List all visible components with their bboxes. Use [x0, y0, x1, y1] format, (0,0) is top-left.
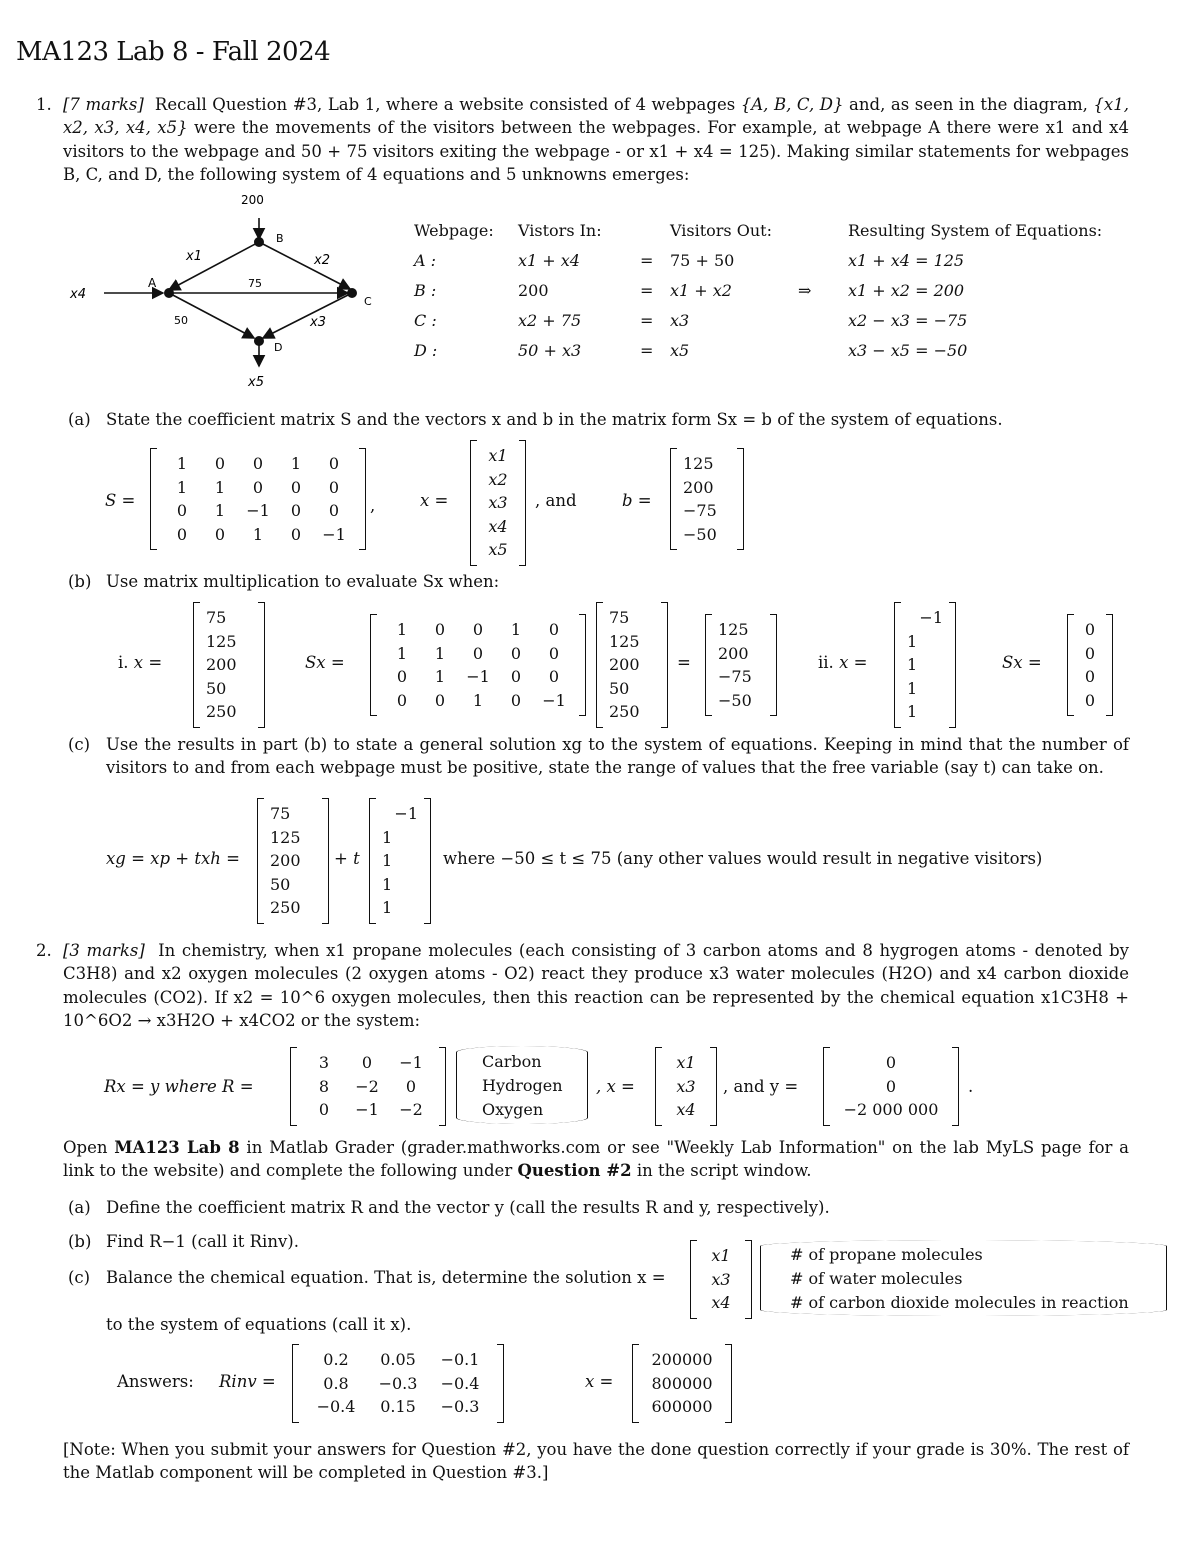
- node-a: [164, 288, 174, 298]
- q1c-text: Use the results in part (b) to state a general solution xg to the system of equations. Keeping in mind that the number of visitors to and from each webpage must be positive, state the range of values that the free variable (say t) can take on.: [106, 735, 1129, 778]
- node-label-d: D: [274, 341, 283, 354]
- particular-solution-vector: 75 125 200 50 250: [257, 798, 329, 924]
- node-label-b: B: [276, 232, 284, 245]
- q1b-label: (b): [68, 572, 92, 591]
- q1-intro-1: Recall Question #3, Lab 1, where a website consisted of 4 webpages: [154, 95, 736, 114]
- x-vector-label-q2: , x =: [596, 1077, 635, 1096]
- y-vector: 0 0 −2 000 000: [823, 1047, 959, 1126]
- edge-label-75: 75: [248, 277, 262, 290]
- q2a-text: Define the coefficient matrix R and the vector y (call the results R and y, respectively).: [106, 1198, 830, 1217]
- sx-label-i: Sx =: [305, 653, 345, 672]
- x-vector-i-multiplied: 75 125 200 50 250: [596, 602, 668, 728]
- website-network-diagram: [60, 190, 390, 390]
- q1b-text: Use matrix multiplication to evaluate Sx when:: [106, 572, 500, 591]
- x-vector: x1 x2 x3 x4 x5: [470, 440, 526, 566]
- s-matrix-label: S =: [105, 491, 136, 510]
- x-vector-q2c: x1 x3 x4: [690, 1240, 752, 1319]
- x-vector-q2: x1 x3 x4: [655, 1047, 717, 1126]
- q1-intro-set-1: {A, B, C, D}: [740, 95, 844, 114]
- col-resulting-system: Resulting System of Equations:: [848, 220, 1103, 240]
- y-vector-label: , and y =: [723, 1077, 799, 1096]
- node-c: [347, 288, 357, 298]
- q1-intro-2: and, as seen in the diagram,: [849, 95, 1088, 114]
- general-solution-lhs: xg = xp + txh =: [106, 849, 240, 868]
- comma: ,: [370, 496, 376, 515]
- homogeneous-solution-vector: −1 1 1 1 1: [369, 798, 431, 924]
- rinv-matrix: 0.2 0.05 −0.1 0.8 −0.3 −0.4 −0.4 0.15 −0.3: [292, 1344, 504, 1423]
- part-i-label: i. x =: [118, 653, 163, 672]
- rinv-label: Rinv =: [219, 1372, 276, 1391]
- s-matrix: [150, 448, 366, 550]
- edge-label-x3: x3: [310, 315, 326, 330]
- q1-intro-3: were the movements of the visitors between the webpages. For example, at webpage A there were x1 and x4 visitors to the webpage and 50 + 75 visitors exiting the webpage - or x1 + x4 = 125). Making similar statements for webpages B, C, and D, the following system of 4 equations and 5 unknowns emerges:: [63, 118, 1129, 185]
- q1a-label: (a): [68, 410, 91, 429]
- visitors-table: [414, 216, 1102, 366]
- q2-intro-text: In chemistry, when x1 propane molecules (each consisting of 3 carbon atoms and 8 hygrogen atoms - denoted by C3H8) and x2 oxygen molecules (2 oxygen atoms - O2) react they produce x3 water molecules (H2O) and x4 carbon dioxide molecules (CO2). If x2 = 10^6 oxygen molecules, then this reaction can be represented by the chemical equation x1C3H8 + 10^6O2 → x3H2O + x4CO2 or the system:: [63, 941, 1129, 1031]
- q2-marks: [3 marks]: [63, 941, 145, 960]
- equals-sign: =: [677, 653, 691, 672]
- period: .: [968, 1077, 974, 1096]
- part-ii-label: ii. x =: [818, 653, 868, 672]
- q1a-text: State the coefficient matrix S and the vectors x and b in the matrix form Sx = b of the system of equations.: [106, 410, 1003, 429]
- edge-label-50: 50: [174, 314, 188, 327]
- result-vector-ii: 0 0 0 0: [1067, 614, 1113, 716]
- node-d: [254, 336, 264, 346]
- question-1-number: 1.: [36, 95, 52, 114]
- table-row: B : 200 = x1 + x2 ⇒ x1 + x2 = 200: [414, 280, 965, 300]
- question-1-intro: [63, 93, 1129, 187]
- element-labels: Carbon Hydrogen Oxygen: [482, 1052, 563, 1119]
- q2c-text-2: to the system of equations (call it x).: [106, 1315, 412, 1334]
- q2b-label: (b): [68, 1232, 92, 1251]
- edge-label-x5: x5: [248, 375, 264, 390]
- col-webpage: Webpage:: [414, 220, 494, 240]
- visitors-table-header: [414, 216, 1102, 246]
- system-lhs: Rx = y where R =: [104, 1077, 254, 1096]
- s-matrix-b: 1 0 0 1 0 1 1 0 0 0 0 1 −1 0 0 0 0 1 0 −1: [370, 614, 586, 716]
- x-answer-vector: 200000 800000 600000: [632, 1344, 732, 1423]
- x-vector-ii: −1 1 1 1 1: [894, 602, 956, 728]
- matlab-instructions: Open MA123 Lab 8 in Matlab Grader (grader.mathworks.com or see "Weekly Lab Information" on the lab MyLS page for a link to the website) and complete the following under Question #2 in the script window.: [63, 1138, 1130, 1181]
- s-matrix-cells: 1 0 0 1 0 1 1 0 0 0 0 1 −1 0 0 0 0 1 0 −1: [176, 454, 346, 544]
- table-row: C : x2 + 75 = x3 x2 − x3 = −75: [414, 310, 968, 330]
- question-2-intro: [63, 939, 1129, 1033]
- plus-t: + t: [334, 849, 360, 868]
- x-vector-i: 75 125 200 50 250: [193, 602, 265, 728]
- table-row: D : 50 + x3 = x5 x3 − x5 = −50: [414, 340, 968, 360]
- edge-label-x1: x1: [186, 249, 202, 264]
- sx-label-ii: Sx =: [1002, 653, 1042, 672]
- q2c-label: (c): [68, 1268, 91, 1287]
- solution-descriptions: # of propane molecules # of water molecules # of carbon dioxide molecules in reaction: [790, 1245, 1129, 1312]
- edge-x3: [263, 293, 352, 338]
- page-title: MA123 Lab 8 - Fall 2024: [16, 37, 331, 67]
- r-matrix: 3 0 −1 8 −2 0 0 −1 −2: [290, 1047, 446, 1126]
- b-vector: 125 200 −75 −50: [670, 448, 744, 550]
- table-row: A : x1 + x4 = 75 + 50 x1 + x4 = 125: [414, 250, 965, 270]
- and-text: , and: [535, 491, 577, 510]
- t-range: where −50 ≤ t ≤ 75 (any other values would result in negative visitors): [443, 849, 1043, 868]
- q2c-text: Balance the chemical equation. That is, determine the solution x =: [106, 1268, 666, 1287]
- x-vector-label: x =: [420, 491, 449, 510]
- question-2-number: 2.: [36, 941, 52, 960]
- node-label-c: C: [364, 295, 372, 308]
- col-visitors-out: Visitors Out:: [670, 220, 772, 240]
- edge-label-x2: x2: [314, 253, 330, 268]
- x-answer-label: x =: [585, 1372, 614, 1391]
- submission-note: [Note: When you submit your answers for Question #2, you have the done question correctly if your grade is 30%. The rest of the Matlab component will be completed in Question #3.]: [63, 1440, 1129, 1483]
- edge-label-x4: x4: [70, 287, 86, 302]
- edge-label-200: 200: [241, 193, 264, 207]
- edge-x1: [169, 242, 259, 290]
- node-label-a: A: [148, 276, 157, 290]
- q1c-label: (c): [68, 735, 91, 754]
- q1-intro-set-2: {x1, x2, x3, x4, x5}: [63, 95, 1129, 138]
- answers-label: Answers:: [117, 1372, 194, 1391]
- node-b: [254, 237, 264, 247]
- result-vector-i: 125 200 −75 −50: [705, 614, 777, 716]
- edge-x2: [259, 242, 350, 289]
- q2b-text: Find R−1 (call it Rinv).: [106, 1232, 299, 1251]
- q1-marks: [7 marks]: [63, 95, 144, 114]
- col-visitors-in: Vistors In:: [518, 220, 602, 240]
- b-vector-label: b =: [622, 491, 652, 510]
- q2a-label: (a): [68, 1198, 91, 1217]
